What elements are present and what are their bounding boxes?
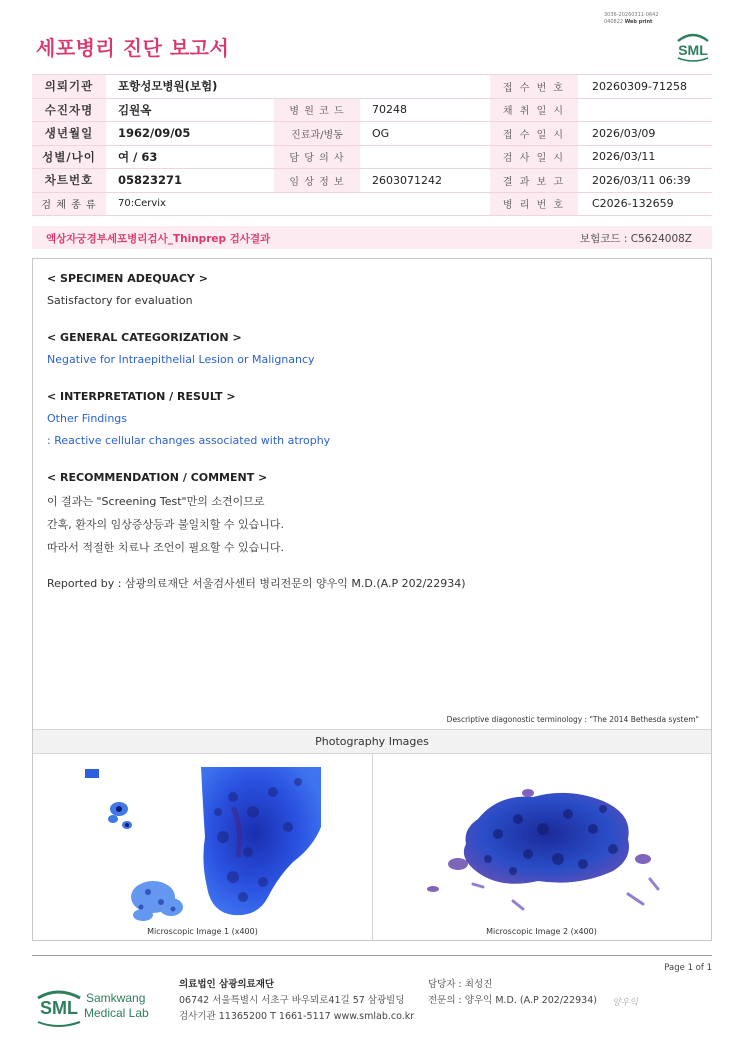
print-code <box>604 12 659 25</box>
report-date-label: 결 과 보 고 <box>490 169 578 193</box>
collection-date-value <box>578 98 712 122</box>
samkwang-logo-mark: SML <box>40 998 78 1018</box>
adequacy-text: Satisfactory for evaluation <box>47 294 193 307</box>
doctor-label: 담 당 의 사 <box>274 145 360 169</box>
comment-line-1: 이 결과는 "Screening Test"만의 소견이므로 <box>47 495 265 508</box>
receipt-no-value: 20260309-71258 <box>578 75 712 99</box>
info-row <box>32 98 712 122</box>
samkwang-logo-line1: Samkwang <box>86 991 146 1005</box>
birth-value: 1962/09/05 <box>106 122 274 146</box>
sex-age-value: 여 / 63 <box>106 145 274 169</box>
interpretation-header: < INTERPRETATION / RESULT > <box>47 390 236 403</box>
doctor-value <box>360 145 490 169</box>
hospital-code-value: 70248 <box>360 98 490 122</box>
org-contact: 검사기관 11365200 T 1661-5117 www.smlab.co.kr <box>179 1011 415 1022</box>
reported-by: Reported by : 삼광의료재단 서울검사센터 병리전문의 양우익 M.D.(A.P 202/22934) <box>47 577 466 590</box>
request-org-value: 포항성모병원(보험) <box>106 75 490 99</box>
pathology-no-label: 병 리 번 호 <box>490 192 578 216</box>
exam-name: 액상자궁경부세포병리검사_Thinprep 검사결과 <box>46 233 271 245</box>
dept-label: 진료과/병동 <box>274 122 360 146</box>
birth-label: 생년월일 <box>32 122 106 146</box>
photo-section-header: Photography Images <box>33 729 711 754</box>
patient-info-table <box>32 74 712 216</box>
report-date-value: 2026/03/11 06:39 <box>578 169 712 193</box>
specialist-name: 전문의 : 양우익 M.D. (A.P 202/22934) <box>428 995 597 1006</box>
sml-logo-text: SML <box>678 42 708 58</box>
receipt-no-label: 접 수 번 호 <box>490 75 578 99</box>
report-title: 세포병리 진단 보고서 <box>36 36 230 60</box>
caption-image-1: Microscopic Image 1 (x400) <box>147 927 258 936</box>
request-org-label: 의뢰기관 <box>32 75 106 99</box>
received-date-label: 접 수 일 시 <box>490 122 578 146</box>
dept-value: OG <box>360 122 490 146</box>
insurance-code: 보험코드 : C5624008Z <box>579 233 692 245</box>
collection-date-label: 채 취 일 시 <box>490 98 578 122</box>
exam-bar <box>32 226 712 249</box>
signature: 양우익 <box>612 998 639 1008</box>
examinee-value: 김원옥 <box>106 98 274 122</box>
exam-date-value: 2026/03/11 <box>578 145 712 169</box>
comment-line-2: 간혹, 환자의 임상증상등과 불일치할 수 있습니다. <box>47 518 284 531</box>
info-row <box>32 122 712 146</box>
adequacy-header: < SPECIMEN ADEQUACY > <box>47 272 208 285</box>
print-code-line2: 040822 <box>604 18 624 25</box>
org-info <box>179 977 414 1025</box>
sml-logo <box>672 28 714 62</box>
samkwang-logo-line2: Medical Lab <box>84 1006 149 1020</box>
result-box <box>32 258 712 941</box>
chart-no-label: 차트번호 <box>32 169 106 193</box>
info-row <box>32 145 712 169</box>
info-row <box>32 75 712 99</box>
info-row <box>32 192 712 216</box>
interpretation-text-2: : Reactive cellular changes associated with atrophy <box>47 434 331 447</box>
pathology-no-value: C2026-132659 <box>578 192 712 216</box>
exam-date-label: 검 사 일 시 <box>490 145 578 169</box>
received-date-value: 2026/03/09 <box>578 122 712 146</box>
staff-name: 담당자 : 최성진 <box>428 979 493 990</box>
specimen-label: 검 체 종 류 <box>32 192 106 216</box>
web-print-label: Web print <box>624 18 653 25</box>
chart-no-value: 05823271 <box>106 169 274 193</box>
samkwang-logo <box>36 982 161 1028</box>
staff-info <box>428 977 597 1009</box>
interpretation-text-1: Other Findings <box>47 412 128 425</box>
footer-divider <box>32 955 712 956</box>
microscopic-image-1 <box>83 767 321 927</box>
org-address: 06742 서울특별시 서초구 바우뫼로41길 57 삼광빌딩 <box>179 995 405 1006</box>
comment-line-3: 따라서 적절한 치료나 조언이 필요할 수 있습니다. <box>47 541 284 554</box>
page-number: Page 1 of 1 <box>664 963 712 973</box>
org-name: 의료법인 삼광의료재단 <box>179 979 275 990</box>
photo-divider <box>372 754 373 940</box>
clinical-info-label: 임 상 정 보 <box>274 169 360 193</box>
clinical-info-value: 2603071242 <box>360 169 490 193</box>
info-row <box>32 169 712 193</box>
print-code-line1: 3036-20260311-0642 <box>604 12 659 18</box>
recommendation-header: < RECOMMENDATION / COMMENT > <box>47 471 268 484</box>
examinee-label: 수진자명 <box>32 98 106 122</box>
category-text: Negative for Intraepithelial Lesion or Malignancy <box>47 353 315 366</box>
category-header: < GENERAL CATEGORIZATION > <box>47 331 242 344</box>
sex-age-label: 성별/나이 <box>32 145 106 169</box>
microscopic-image-2 <box>418 779 668 914</box>
bethesda-note: Descriptive diagonostic terminology : "The 2014 Bethesda system" <box>446 715 699 724</box>
caption-image-2: Microscopic Image 2 (x400) <box>486 927 597 936</box>
hospital-code-label: 병 원 코 드 <box>274 98 360 122</box>
specimen-value: 70:Cervix <box>106 192 490 216</box>
